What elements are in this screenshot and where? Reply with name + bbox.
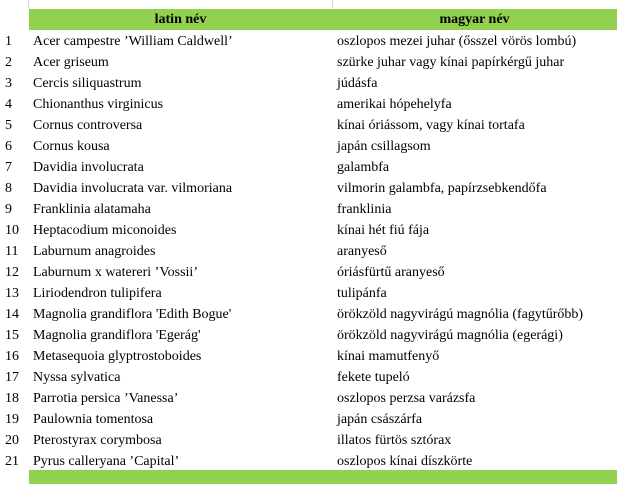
row-number: 6 bbox=[5, 139, 12, 154]
latin-name-cell: Magnolia grandiflora 'Edith Bogue' bbox=[33, 307, 232, 322]
row-number: 4 bbox=[5, 97, 12, 112]
table-row bbox=[0, 73, 617, 94]
table-row bbox=[0, 220, 617, 241]
hungarian-name-cell: oszlopos mezei juhar (ősszel vörös lombú) bbox=[337, 34, 577, 49]
gridline bbox=[332, 0, 333, 8]
hungarian-name-cell: vilmorin galambfa, papírzsebkendőfa bbox=[337, 181, 547, 196]
hungarian-name-cell: fekete tupeló bbox=[337, 370, 410, 385]
table-row bbox=[0, 325, 617, 346]
latin-name-cell: Nyssa sylvatica bbox=[33, 370, 121, 385]
table-row bbox=[0, 388, 617, 409]
latin-name-cell: Magnolia grandiflora 'Egerág' bbox=[33, 328, 201, 343]
hungarian-name-cell: örökzöld nagyvirágú magnólia (fagytűrőbb) bbox=[337, 307, 584, 322]
top-gridlines bbox=[0, 0, 617, 8]
latin-name-cell: Chionanthus virginicus bbox=[33, 97, 164, 112]
table-row bbox=[0, 199, 617, 220]
row-number: 8 bbox=[5, 181, 12, 196]
latin-name-cell: Davidia involucrata bbox=[33, 160, 144, 175]
table-row bbox=[0, 409, 617, 430]
table-row bbox=[0, 430, 617, 451]
table-row bbox=[0, 241, 617, 262]
latin-name-cell: Heptacodium miconoides bbox=[33, 223, 177, 238]
latin-name-cell: Pterostyrax corymbosa bbox=[33, 433, 162, 448]
table-row bbox=[0, 451, 617, 472]
latin-name-cell: Davidia involucrata var. vilmoriana bbox=[33, 181, 233, 196]
hungarian-name-cell: galambfa bbox=[337, 160, 390, 175]
latin-name-cell: Acer campestre ’William Caldwell’ bbox=[33, 34, 233, 49]
table-row bbox=[0, 367, 617, 388]
table-row bbox=[0, 178, 617, 199]
row-number: 14 bbox=[5, 307, 19, 322]
hungarian-name-cell: kínai óriássom, vagy kínai tortafa bbox=[337, 118, 525, 133]
hungarian-name-cell: franklinia bbox=[337, 202, 392, 217]
row-number: 16 bbox=[5, 349, 19, 364]
row-number: 20 bbox=[5, 433, 19, 448]
row-number: 12 bbox=[5, 265, 19, 280]
latin-name-cell: Laburnum anagroides bbox=[33, 244, 156, 259]
row-number: 21 bbox=[5, 454, 19, 469]
row-number: 17 bbox=[5, 370, 19, 385]
hungarian-name-cell: illatos fürtös sztórax bbox=[337, 433, 452, 448]
hungarian-name-cell: örökzöld nagyvirágú magnólia (egerági) bbox=[337, 328, 563, 343]
hungarian-name-cell: óriásfürtű aranyeső bbox=[337, 265, 445, 280]
table-row bbox=[0, 157, 617, 178]
table-row bbox=[0, 262, 617, 283]
row-number: 18 bbox=[5, 391, 19, 406]
latin-name-cell: Paulownia tomentosa bbox=[33, 412, 154, 427]
latin-name-cell: Parrotia persica ’Vanessa’ bbox=[33, 391, 179, 406]
latin-name-cell: Franklinia alatamaha bbox=[33, 202, 151, 217]
row-number: 2 bbox=[5, 55, 12, 70]
hungarian-name-cell: oszlopos kínai díszkörte bbox=[337, 454, 473, 469]
table-footer-band bbox=[29, 470, 617, 484]
table-row bbox=[0, 346, 617, 367]
latin-name-cell: Metasequoia glyptrostoboides bbox=[33, 349, 202, 364]
row-number: 7 bbox=[5, 160, 12, 175]
hungarian-name-cell: szürke juhar vagy kínai papírkérgű juhar bbox=[337, 55, 565, 70]
hungarian-name-cell: tulipánfa bbox=[337, 286, 387, 301]
latin-name-cell: Cercis siliquastrum bbox=[33, 76, 142, 91]
table-row bbox=[0, 31, 617, 52]
hungarian-name-cell: amerikai hópehelyfa bbox=[337, 97, 452, 112]
row-number: 10 bbox=[5, 223, 19, 238]
hungarian-name-cell: aranyeső bbox=[337, 244, 387, 259]
table-header bbox=[29, 9, 617, 30]
table-row bbox=[0, 94, 617, 115]
hungarian-name-cell: kínai hét fiú fája bbox=[337, 223, 430, 238]
table-body bbox=[0, 31, 617, 472]
header-hungarian-name: magyar név bbox=[439, 12, 510, 27]
row-number: 19 bbox=[5, 412, 19, 427]
latin-name-cell: Liriodendron tulipifera bbox=[33, 286, 162, 301]
table-row bbox=[0, 304, 617, 325]
latin-name-cell: Cornus controversa bbox=[33, 118, 143, 133]
latin-name-cell: Pyrus calleryana ’Capital’ bbox=[33, 454, 180, 469]
table-row bbox=[0, 136, 617, 157]
row-number: 11 bbox=[5, 244, 19, 259]
table-row bbox=[0, 115, 617, 136]
table-row bbox=[0, 52, 617, 73]
row-number: 13 bbox=[5, 286, 19, 301]
row-number: 15 bbox=[5, 328, 19, 343]
latin-name-cell: Acer griseum bbox=[33, 55, 109, 70]
gridline bbox=[28, 0, 29, 8]
hungarian-name-cell: júdásfa bbox=[337, 76, 378, 91]
row-number: 9 bbox=[5, 202, 12, 217]
latin-name-cell: Cornus kousa bbox=[33, 139, 110, 154]
header-latin-name: latin név bbox=[154, 12, 207, 27]
table-row bbox=[0, 283, 617, 304]
hungarian-name-cell: kínai mamutfenyő bbox=[337, 349, 440, 364]
latin-name-cell: Laburnum x watereri ’Vossii’ bbox=[33, 265, 198, 280]
row-number: 3 bbox=[5, 76, 12, 91]
hungarian-name-cell: japán csillagsom bbox=[337, 139, 431, 154]
hungarian-name-cell: japán császárfa bbox=[337, 412, 423, 427]
row-number: 1 bbox=[5, 34, 12, 49]
hungarian-name-cell: oszlopos perzsa varázsfa bbox=[337, 391, 476, 406]
row-number: 5 bbox=[5, 118, 12, 133]
